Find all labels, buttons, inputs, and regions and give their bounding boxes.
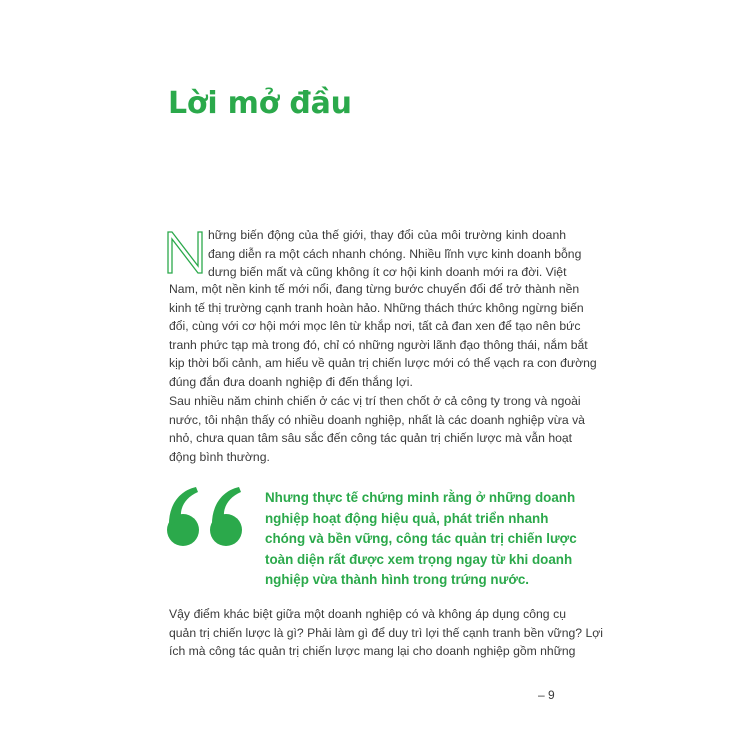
page-number: – 9	[538, 688, 555, 702]
text-line: dưng biến mất và cũng không ít cơ hội kinh doanh mới ra đời. Việt	[208, 265, 567, 280]
chapter-title: Lời mở đầu	[168, 86, 352, 121]
text-line: Sau nhiều năm chinh chiến ở các vị trí then chốt ở cả công ty trong và ngoài	[169, 394, 581, 408]
text-line: kinh tế thị trường cạnh tranh hoàn hảo. Những thách thức không ngừng biến	[169, 300, 584, 315]
text-line: hững biến động của thế giới, thay đổi của môi trường kinh doanh	[208, 228, 566, 242]
quote-line: chóng và bền vững, công tác quản trị chiến lược	[265, 531, 577, 546]
text-line: nhỏ, chưa quan tâm sâu sắc đến công tác quản trị chiến lược mà vẫn hoạt	[169, 431, 573, 446]
paragraph-3	[169, 605, 603, 661]
text-line: kịp thời bối cảnh, am hiểu về quản trị chiến lược mới có thể vạch ra con đường	[169, 356, 597, 371]
text-line: tranh phức tạp mà trong đó, chỉ có những người lãnh đạo thông thái, nắm bắt	[169, 337, 588, 352]
quotation-mark-icon	[166, 487, 246, 549]
text-line: đổi, cùng với cơ hội mới mọc lên từ khắp nơi, tất cả đan xen để tạo nên bức	[169, 319, 581, 334]
quote-line: nghiệp vừa thành hình trong trứng nước.	[265, 572, 530, 587]
text-line: đúng đắn đưa doanh nghiệp đi đến thắng lợi.	[169, 374, 413, 389]
paragraph-2	[169, 392, 585, 466]
text-line: Nam, một nền kinh tế mới nổi, đang từng bước chuyển đổi để trở thành nền	[169, 282, 580, 296]
drop-cap-letter	[166, 230, 204, 274]
text-line: quản trị chiến lược là gì? Phải làm gì để duy trì lợi thế cạnh tranh bền vững? Lợi	[169, 625, 603, 640]
quote-line: nghiệp hoạt động hiệu quả, phát triển nhanh	[265, 510, 549, 526]
pull-quote	[265, 488, 577, 591]
text-line: ích mà công tác quản trị chiến lược mang lại cho doanh nghiệp gồm những	[169, 644, 576, 659]
text-line: đang diễn ra một cách nhanh chóng. Nhiều lĩnh vực kinh doanh bỗng	[208, 246, 582, 261]
paragraph-1-body	[169, 280, 597, 392]
paragraph-1-indented	[208, 226, 582, 282]
quote-line: toàn diện rất được xem trọng ngay từ khi doanh	[265, 551, 573, 567]
quote-line: Nhưng thực tế chứng minh rằng ở những doanh	[265, 490, 576, 505]
text-line: nước, tôi nhận thấy có nhiều doanh nghiệp, nhất là các doanh nghiệp vừa và	[169, 412, 585, 427]
text-line: động bình thường.	[169, 449, 270, 464]
text-line: Vậy điểm khác biệt giữa một doanh nghiệp có và không áp dụng công cụ	[169, 607, 566, 621]
